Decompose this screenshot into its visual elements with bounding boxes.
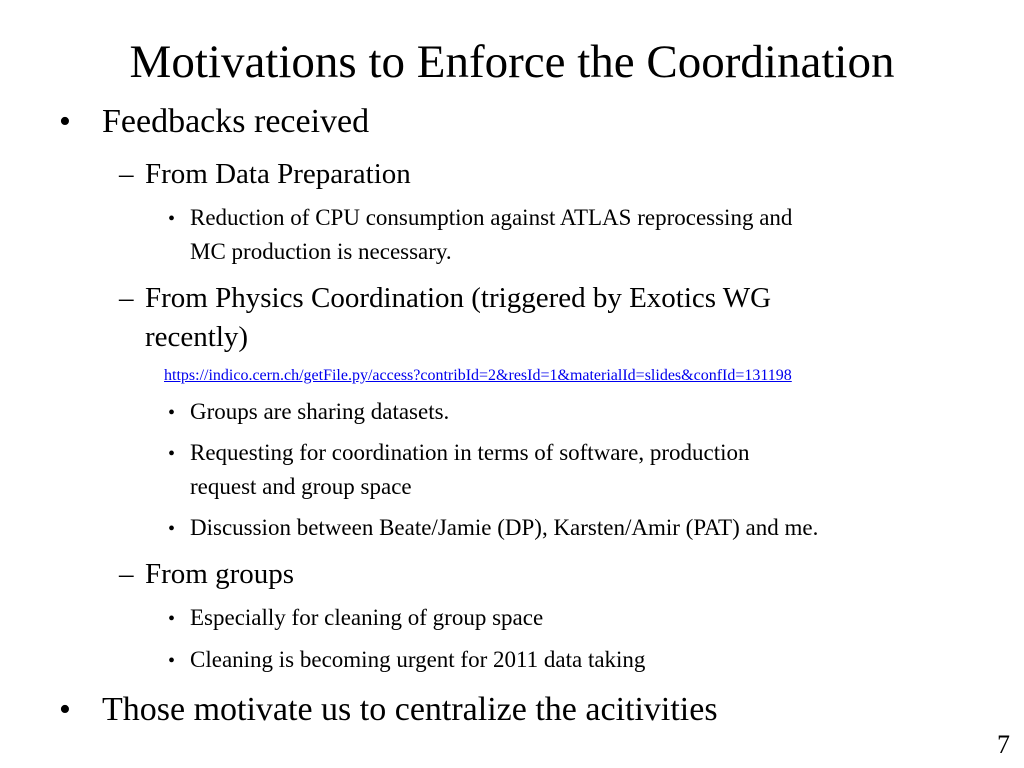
bullet-text: Those motivate us to centralize the acitivities <box>102 691 718 728</box>
bullet-conclusion <box>59 690 718 730</box>
list-item-text <box>190 201 792 269</box>
list-item-line: request and group space <box>190 474 412 499</box>
slide-title: Motivations to Enforce the Coordination <box>129 36 895 88</box>
subbullet-from-groups <box>119 555 294 594</box>
indico-slides-link[interactable]: https://indico.cern.ch/getFile.py/access?contribId=2&resId=1&materialId=slides&confId=131198 <box>164 367 792 384</box>
round-bullet-icon: • <box>59 691 71 728</box>
list-item-line: MC production is necessary. <box>190 239 452 264</box>
list-item-discussion <box>168 511 818 545</box>
list-item-text: Discussion between Beate/Jamie (DP), Karsten/Amir (PAT) and me. <box>190 515 819 540</box>
list-item-cleaning-group-space <box>168 601 543 635</box>
subbullet-line: From Physics Coordination (triggered by Exotics WG <box>145 282 772 314</box>
round-bullet-icon: • <box>59 103 71 140</box>
list-item-requesting-coordination <box>168 436 750 504</box>
round-bullet-icon: • <box>168 518 176 540</box>
list-item-sharing-datasets <box>168 395 449 429</box>
round-bullet-icon: • <box>168 208 176 230</box>
subbullet-physics-coordination <box>119 279 771 357</box>
dash-bullet-icon: – <box>119 158 134 190</box>
list-item-cpu-reduction <box>168 201 792 269</box>
dash-bullet-icon: – <box>119 282 134 314</box>
subbullet-line: recently) <box>145 321 249 353</box>
round-bullet-icon: • <box>168 443 176 465</box>
list-item-text <box>190 436 750 504</box>
round-bullet-icon: • <box>168 650 176 672</box>
subbullet-text: From Data Preparation <box>145 158 411 190</box>
bullet-feedbacks-received <box>59 102 369 142</box>
list-item-cleaning-urgent <box>168 643 645 677</box>
list-item-line: Requesting for coordination in terms of software, production <box>190 440 750 465</box>
subbullet-data-preparation <box>119 155 411 194</box>
round-bullet-icon: • <box>168 608 176 630</box>
bullet-text: Feedbacks received <box>102 103 370 140</box>
list-item-text: Groups are sharing datasets. <box>190 399 450 424</box>
page-number: 7 <box>997 730 1010 759</box>
list-item-line: Reduction of CPU consumption against ATLAS reprocessing and <box>190 205 793 230</box>
list-item-text: Especially for cleaning of group space <box>190 605 544 630</box>
subbullet-text: From groups <box>145 558 295 590</box>
list-item-text: Cleaning is becoming urgent for 2011 data taking <box>190 647 646 672</box>
subbullet-text <box>145 279 771 357</box>
round-bullet-icon: • <box>168 402 176 424</box>
dash-bullet-icon: – <box>119 558 134 590</box>
